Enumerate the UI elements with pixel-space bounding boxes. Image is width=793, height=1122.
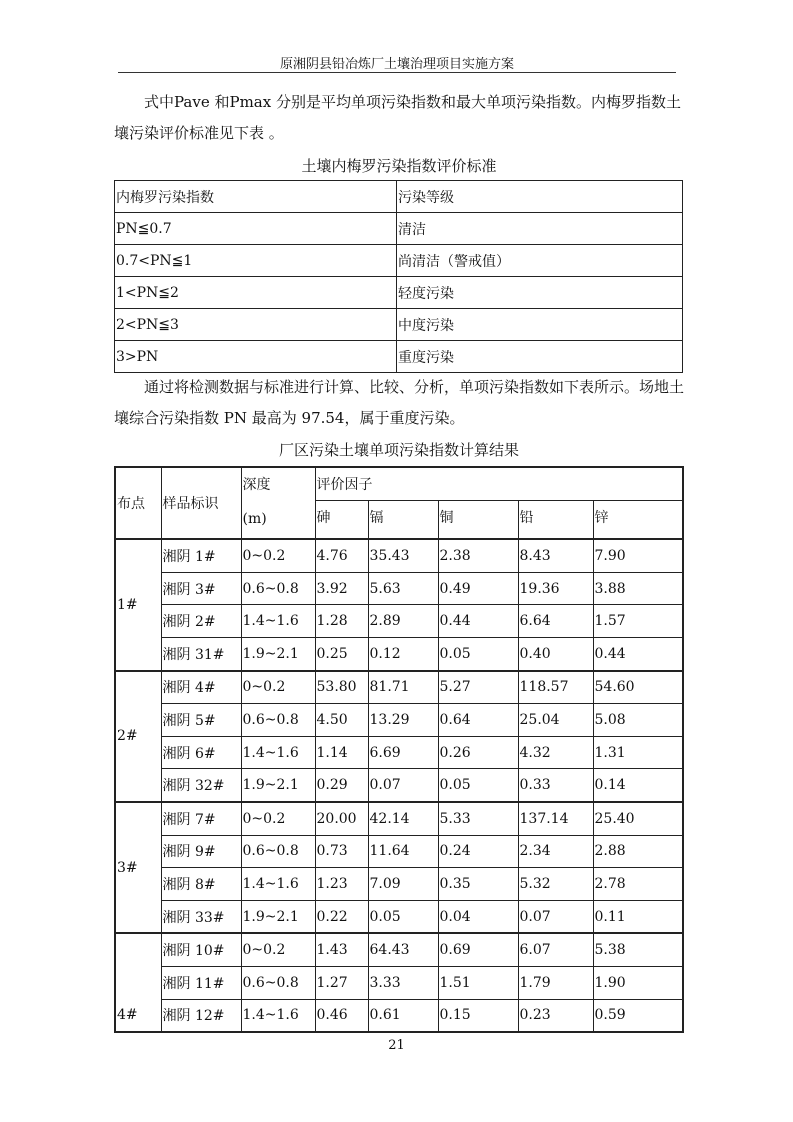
sample-cell: 湘阴 4#	[161, 671, 241, 704]
value-cell: 0.07	[368, 769, 438, 802]
paragraph-intro: 式中Pave 和Pmax 分别是平均单项污染指数和最大单项污染指数。内梅罗指数土壤污染评价标准见下表 。	[114, 93, 681, 142]
value-cell: 0.05	[438, 637, 518, 670]
header-cell: 内梅罗污染指数	[115, 181, 397, 213]
value-cell: 0.26	[438, 736, 518, 769]
table-header-row	[115, 467, 683, 500]
header-depth-unit: (m)	[242, 511, 267, 527]
value-cell: 3.92	[315, 572, 368, 605]
depth-cell: 0~0.2	[241, 933, 315, 966]
value-cell: 2.89	[368, 605, 438, 638]
value-cell: 6.07	[518, 933, 593, 966]
value-cell: 0.15	[438, 999, 518, 1032]
depth-cell: 0.6~0.8	[241, 704, 315, 737]
table-row	[115, 277, 683, 309]
value-cell: 19.36	[518, 572, 593, 605]
value-cell: 3.88	[593, 572, 683, 605]
value-cell: 6.64	[518, 605, 593, 638]
value-cell: 2.38	[438, 539, 518, 572]
table-row	[115, 539, 683, 572]
table-row	[115, 213, 683, 245]
value-cell: 1.27	[315, 966, 368, 999]
value-cell: 0.64	[438, 704, 518, 737]
depth-cell: 0~0.2	[241, 802, 315, 835]
site-cell: 4#	[115, 933, 161, 1032]
depth-cell: 0.6~0.8	[241, 572, 315, 605]
table-row	[115, 868, 683, 901]
value-cell: 11.64	[368, 835, 438, 868]
depth-cell: 0.6~0.8	[241, 835, 315, 868]
header-depth	[241, 467, 315, 539]
factor-header-cell: 锌	[593, 500, 683, 539]
value-cell: 5.32	[518, 868, 593, 901]
header-factor: 评价因子	[315, 467, 683, 500]
value-cell: 53.80	[315, 671, 368, 704]
depth-cell: 0.6~0.8	[241, 966, 315, 999]
factor-header-cell: 镉	[368, 500, 438, 539]
value-cell: 5.63	[368, 572, 438, 605]
sample-cell: 湘阴 9#	[161, 835, 241, 868]
sample-cell: 湘阴 31#	[161, 637, 241, 670]
value-cell: 0.22	[315, 900, 368, 933]
value-cell: 4.76	[315, 539, 368, 572]
value-cell: 20.00	[315, 802, 368, 835]
value-cell: 5.08	[593, 704, 683, 737]
sample-cell: 湘阴 3#	[161, 572, 241, 605]
value-cell: 2.34	[518, 835, 593, 868]
value-cell: 0.05	[438, 769, 518, 802]
factor-header-cell: 砷	[315, 500, 368, 539]
sample-cell: 湘阴 11#	[161, 966, 241, 999]
value-cell: 137.14	[518, 802, 593, 835]
value-cell: 5.33	[438, 802, 518, 835]
factor-header-cell: 铜	[438, 500, 518, 539]
sample-cell: 湘阴 6#	[161, 736, 241, 769]
nemerow-standard-table	[114, 180, 683, 373]
sample-cell: 湘阴 2#	[161, 605, 241, 638]
table-row	[115, 769, 683, 802]
value-cell: 13.29	[368, 704, 438, 737]
header-site: 布点	[115, 467, 161, 539]
table-row	[115, 900, 683, 933]
value-cell: 5.38	[593, 933, 683, 966]
table-row	[115, 802, 683, 835]
pollution-level-cell: 尚清洁（警戒值）	[397, 245, 683, 277]
value-cell: 0.14	[593, 769, 683, 802]
value-cell: 7.90	[593, 539, 683, 572]
value-cell: 7.09	[368, 868, 438, 901]
value-cell: 2.78	[593, 868, 683, 901]
value-cell: 0.11	[593, 900, 683, 933]
table-row	[115, 605, 683, 638]
value-cell: 0.25	[315, 637, 368, 670]
depth-cell: 1.9~2.1	[241, 769, 315, 802]
depth-cell: 1.4~1.6	[241, 999, 315, 1032]
site-cell: 3#	[115, 802, 161, 933]
value-cell: 1.90	[593, 966, 683, 999]
sample-cell: 湘阴 8#	[161, 868, 241, 901]
table-row	[115, 704, 683, 737]
table-row	[115, 736, 683, 769]
table-row	[115, 309, 683, 341]
pollution-level-cell: 轻度污染	[397, 277, 683, 309]
site-cell: 1#	[115, 539, 161, 670]
value-cell: 1.28	[315, 605, 368, 638]
pollution-index-table	[114, 466, 684, 1033]
table-row	[115, 572, 683, 605]
index-range-cell: 1<PN≦2	[115, 277, 397, 309]
value-cell: 1.31	[593, 736, 683, 769]
table2-caption: 厂区污染土壤单项污染指数计算结果	[278, 441, 519, 459]
sample-cell: 湘阴 33#	[161, 900, 241, 933]
table-row	[115, 966, 683, 999]
table-row	[115, 999, 683, 1032]
index-range-cell: PN≦0.7	[115, 213, 397, 245]
value-cell: 64.43	[368, 933, 438, 966]
value-cell: 0.73	[315, 835, 368, 868]
index-range-cell: 3>PN	[115, 341, 397, 373]
value-cell: 4.32	[518, 736, 593, 769]
page-number: 21	[388, 1038, 405, 1053]
value-cell: 0.12	[368, 637, 438, 670]
value-cell: 0.59	[593, 999, 683, 1032]
value-cell: 25.04	[518, 704, 593, 737]
sample-cell: 湘阴 7#	[161, 802, 241, 835]
paragraph-results: 通过将检测数据与标准进行计算、比较、分析，单项污染指数如下表所示。场地土壤综合污染指数 PN 最高为 97.54，属于重度污染。	[114, 378, 685, 427]
value-cell: 0.69	[438, 933, 518, 966]
depth-cell: 0~0.2	[241, 539, 315, 572]
value-cell: 0.44	[438, 605, 518, 638]
running-header: 原湘阴县铅冶炼厂土壤治理项目实施方案	[279, 57, 514, 72]
sample-cell: 湘阴 5#	[161, 704, 241, 737]
table1-caption: 土壤内梅罗污染指数评价标准	[301, 157, 497, 175]
header-divider	[118, 72, 676, 73]
table-row	[115, 933, 683, 966]
depth-cell: 1.9~2.1	[241, 637, 315, 670]
value-cell: 81.71	[368, 671, 438, 704]
value-cell: 2.88	[593, 835, 683, 868]
sample-cell: 湘阴 12#	[161, 999, 241, 1032]
depth-cell: 0~0.2	[241, 671, 315, 704]
value-cell: 0.46	[315, 999, 368, 1032]
table-row	[115, 835, 683, 868]
index-range-cell: 2<PN≦3	[115, 309, 397, 341]
depth-cell: 1.9~2.1	[241, 900, 315, 933]
value-cell: 0.40	[518, 637, 593, 670]
value-cell: 6.69	[368, 736, 438, 769]
table-row	[115, 637, 683, 670]
depth-cell: 1.4~1.6	[241, 605, 315, 638]
value-cell: 0.35	[438, 868, 518, 901]
value-cell: 8.43	[518, 539, 593, 572]
value-cell: 0.49	[438, 572, 518, 605]
value-cell: 1.43	[315, 933, 368, 966]
table-row	[115, 671, 683, 704]
value-cell: 0.23	[518, 999, 593, 1032]
header-sample: 样品标识	[161, 467, 241, 539]
sample-cell: 湘阴 1#	[161, 539, 241, 572]
pollution-level-cell: 重度污染	[397, 341, 683, 373]
value-cell: 0.33	[518, 769, 593, 802]
value-cell: 1.51	[438, 966, 518, 999]
sample-cell: 湘阴 10#	[161, 933, 241, 966]
value-cell: 35.43	[368, 539, 438, 572]
value-cell: 1.79	[518, 966, 593, 999]
value-cell: 0.44	[593, 637, 683, 670]
value-cell: 0.61	[368, 999, 438, 1032]
value-cell: 0.24	[438, 835, 518, 868]
table-header-row	[115, 181, 683, 213]
value-cell: 1.57	[593, 605, 683, 638]
value-cell: 0.05	[368, 900, 438, 933]
value-cell: 0.29	[315, 769, 368, 802]
sample-cell: 湘阴 32#	[161, 769, 241, 802]
pollution-level-cell: 中度污染	[397, 309, 683, 341]
value-cell: 25.40	[593, 802, 683, 835]
index-range-cell: 0.7<PN≦1	[115, 245, 397, 277]
value-cell: 42.14	[368, 802, 438, 835]
header-depth-label: 深度	[242, 477, 271, 493]
pollution-level-cell: 清洁	[397, 213, 683, 245]
depth-cell: 1.4~1.6	[241, 736, 315, 769]
value-cell: 1.23	[315, 868, 368, 901]
value-cell: 54.60	[593, 671, 683, 704]
value-cell: 118.57	[518, 671, 593, 704]
table-row	[115, 341, 683, 373]
factor-header-cell: 铅	[518, 500, 593, 539]
header-cell: 污染等级	[397, 181, 683, 213]
value-cell: 0.07	[518, 900, 593, 933]
table-row	[115, 245, 683, 277]
value-cell: 1.14	[315, 736, 368, 769]
site-cell: 2#	[115, 671, 161, 802]
value-cell: 5.27	[438, 671, 518, 704]
value-cell: 4.50	[315, 704, 368, 737]
value-cell: 0.04	[438, 900, 518, 933]
value-cell: 3.33	[368, 966, 438, 999]
depth-cell: 1.4~1.6	[241, 868, 315, 901]
